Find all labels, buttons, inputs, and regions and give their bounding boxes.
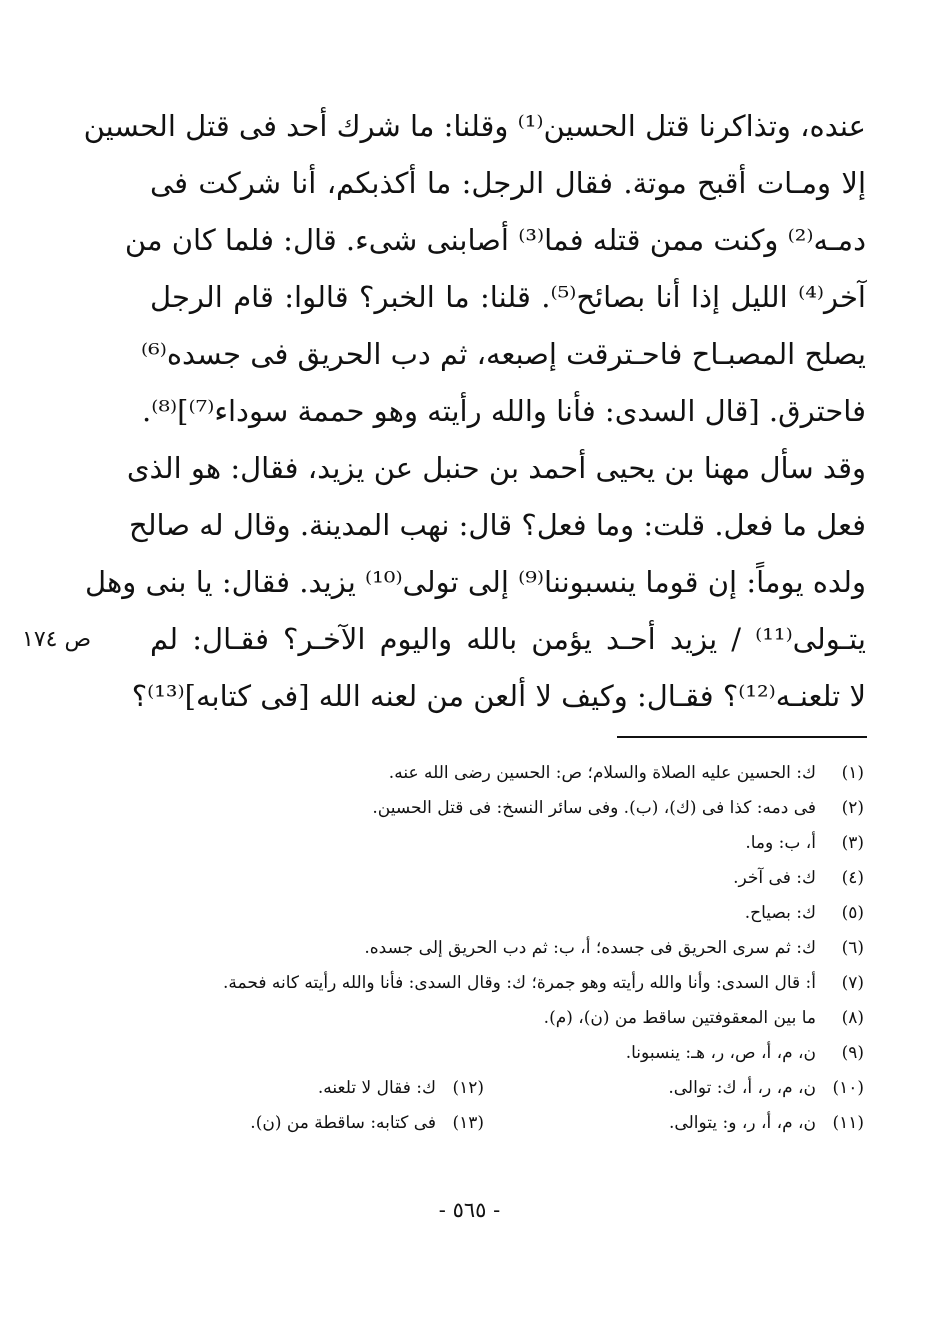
- footnote-number: (١٠): [832, 1078, 864, 1098]
- footnote: [150, 861, 864, 896]
- footnote-number: (٣): [841, 833, 864, 853]
- footnote-text: فى كتابه: ساقطة من (ن).: [250, 1113, 436, 1133]
- margin-page-reference: ص ١٧٤: [22, 627, 92, 652]
- footnote-text: فى دمه: كذا فى (ك)، (ب). وفى سائر النسخ: فى قتل الحسين.: [372, 798, 816, 818]
- footnote-text: ك: الحسين عليه الصلاة والسلام؛ ص: الحسين رضى الله عنه.: [388, 763, 816, 783]
- footnote: [150, 1036, 864, 1071]
- footnote-text: أ: قال السدى: وأنا والله رأيته وهو جمرة؛ ك: وقال السدى: فأنا والله رأيته كانه فحمة.: [223, 973, 816, 993]
- footnote: [150, 896, 864, 931]
- footnote-text: ك: بصياح.: [744, 903, 816, 923]
- footnote-text: أ، ب: وما.: [745, 833, 816, 853]
- footnote-number: (٩): [841, 1043, 864, 1063]
- footnote-pair-row: [150, 1106, 864, 1141]
- text-line: آخر⁽⁴⁾ الليل إذا أنا بصائح⁽⁵⁾. قلنا: ما الخبر؟ قالوا: قام الرجل: [150, 280, 866, 314]
- footnote-number: (٨): [841, 1008, 864, 1028]
- footnote-pair-row: [150, 1071, 864, 1106]
- text-line: يصلح المصبـاح فاحـترقت إصبعه، ثم دب الحريق فى جسده⁽⁶⁾: [140, 337, 866, 371]
- footnote-number: (١٣): [452, 1113, 484, 1133]
- footnote-text: ما بين المعقوفتين ساقط من (ن)، (م).: [543, 1008, 816, 1028]
- footnote: [484, 1071, 864, 1106]
- footnote: [150, 1071, 484, 1106]
- footnote-number: (٧): [841, 973, 864, 993]
- footnote-text: ك: فقال لا تلعنه.: [317, 1078, 436, 1098]
- text-line: دمـه⁽²⁾ وكنت ممن قتله فما⁽³⁾ أصابنى شىء. قال: فلما كان من: [124, 223, 866, 257]
- footnote: [150, 756, 864, 791]
- text-line: يتـولى⁽¹¹⁾ / يزيد أحـد يؤمن بالله واليوم الآخـر؟ فقـال: لم: [150, 622, 866, 656]
- footnote: [150, 1106, 484, 1141]
- footnote: [150, 826, 864, 861]
- footnote: [484, 1106, 864, 1141]
- text-line: وقد سأل مهنا بن يحيى أحمد بن حنبل عن يزيد، فقال: هو الذى: [126, 451, 866, 485]
- footnote: [150, 931, 864, 966]
- footnote: [150, 791, 864, 826]
- footnote-number: (٤): [841, 868, 864, 888]
- text-line: فعل ما فعل. قلت: وما فعل؟ قال: نهب المدينة. وقال له صالح: [128, 508, 866, 542]
- footnote-number: (١١): [832, 1113, 864, 1133]
- footnote-text: ن، م، ر، أ، ك: توالى.: [668, 1078, 816, 1098]
- text-line: عنده، وتذاكرنا قتل الحسين⁽¹⁾ وقلنا: ما شرك أحد فى قتل الحسين: [83, 109, 866, 143]
- footnote-text: ن، م، أ، ص، ر، هـ: ينسبونا.: [625, 1043, 816, 1063]
- text-line: إلا ومـات أقبح موتة. فقال الرجل: ما أكذبكم، أنا شركت فى: [150, 166, 866, 200]
- text-line: ولده يوماً: إن قوما ينسبوننا⁽⁹⁾ إلى تولى⁽¹⁰⁾ يزيد. فقال: يا بنى وهل: [85, 565, 866, 599]
- footnote-number: (٢): [841, 798, 864, 818]
- main-text: [83, 98, 866, 725]
- footnote-text: ك: فى آخر.: [733, 868, 816, 888]
- footnote-text: ن، م، أ، ر، و: يتوالى.: [669, 1113, 816, 1133]
- text-line: لا تلعنـه⁽¹²⁾؟ فقـال: وكيف لا ألعن من لعنه الله [فى كتابه]⁽¹³⁾؟: [131, 679, 866, 713]
- footnote-number: (١٢): [452, 1078, 484, 1098]
- footnotes: [150, 756, 864, 1141]
- text-line: فاحترق. [قال السدى: فأنا والله رأيته وهو حممة سوداء⁽⁷⁾]⁽⁸⁾.: [142, 394, 866, 428]
- footnote-divider: [617, 736, 867, 738]
- footnote: [150, 1001, 864, 1036]
- footnote-number: (١): [841, 763, 864, 783]
- footnote-number: (٥): [841, 903, 864, 923]
- footnote-number: (٦): [841, 938, 864, 958]
- footnote-text: ك: ثم سرى الحريق فى جسده؛ أ، ب: ثم دب الحريق إلى جسده.: [364, 938, 816, 958]
- footnote: [150, 966, 864, 1001]
- page-number: - ٥٦٥ -: [438, 1198, 501, 1222]
